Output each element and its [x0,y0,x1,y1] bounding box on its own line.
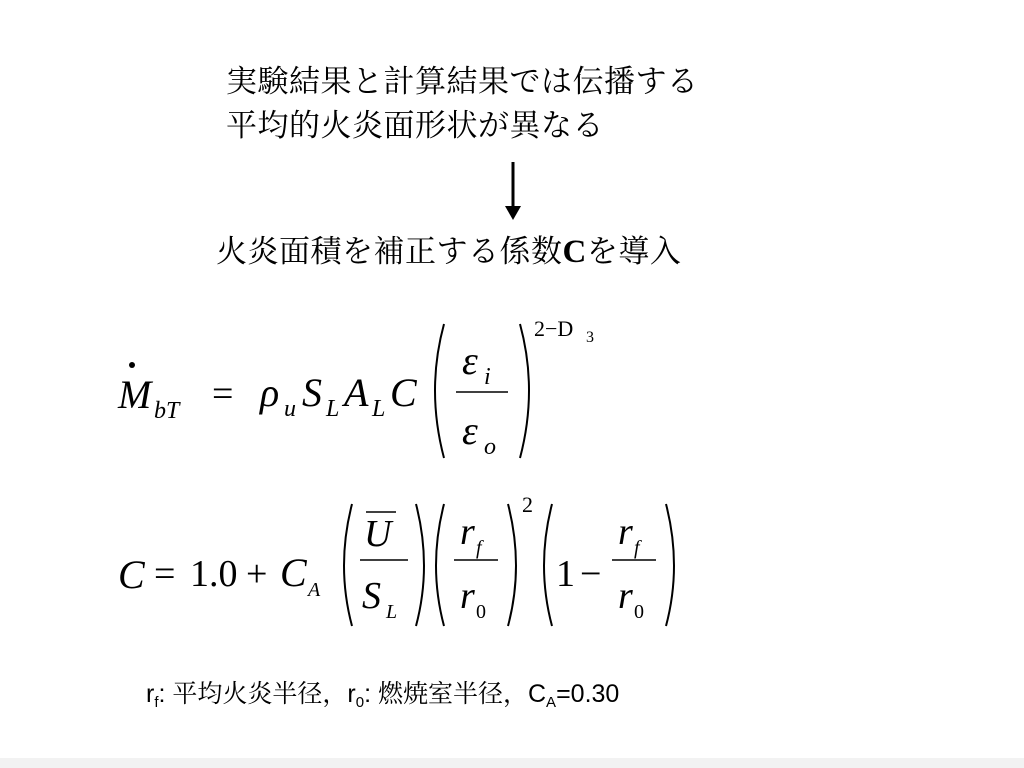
frac3-left-paren [544,504,552,626]
time-derivative-dot [129,362,135,368]
frac1-denominator-subscript: L [386,601,398,623]
equation-mass-burning-rate [110,310,630,470]
frac3-numerator-subscript: f [634,537,640,559]
frac1-numerator: U [364,513,392,555]
rho-symbol: ρ [260,370,280,415]
one: 1 [556,553,575,595]
footnote [146,676,619,712]
denominator-subscript: o [484,434,496,460]
plus-sign: + [246,553,268,595]
frac1-denominator: S [362,575,381,617]
frac2-denominator-subscript: 0 [476,601,486,623]
right-paren [520,324,529,458]
r0-subscript: 0 [355,694,365,711]
frac2-exponent: 2 [522,492,533,517]
ca-symbol-footnote: C [527,680,547,708]
frac2-numerator-subscript: f [476,537,482,559]
constant-one-point-zero: 1.0 [190,553,238,595]
frac2-right-paren [508,504,516,626]
lhs-symbol: M [118,372,152,417]
ca-subscript: A [308,579,321,601]
equation-correction-factor [110,490,700,640]
frac2-denominator: r [460,575,475,617]
rf-subscript: f [154,694,159,711]
c-symbol: C [390,370,417,415]
result-prefix: 火炎面積を補正する係数 [216,234,563,270]
equals-sign: = [212,373,234,415]
a-subscript: L [372,396,386,422]
intro-line-1: 実験結果と計算結果では伝播する [226,64,699,100]
exponent-subscript: 3 [586,329,594,346]
s-symbol: S [302,370,322,415]
minus-sign: − [580,553,602,595]
frac3-numerator: r [618,511,633,553]
frac3-denominator: r [618,575,633,617]
numerator-subscript: i [484,364,491,390]
lhs-subscript: bT [154,398,180,424]
frac3-right-paren [666,504,674,626]
result-text [216,230,681,274]
down-arrow-icon [500,160,526,224]
rf-description: : 平均火炎半径， [158,680,348,708]
slide-bottom-strip [0,758,1024,768]
frac1-right-paren [416,504,424,626]
r0-description: : 燃焼室半径， [364,680,528,708]
intro-text [226,60,699,148]
rf-symbol: r [146,680,155,708]
c-lhs: C [118,552,145,597]
a-symbol: A [344,370,369,415]
left-paren [435,324,444,458]
exponent: 2−D [534,316,574,341]
denominator-epsilon: ε [462,408,478,453]
rho-subscript: u [284,396,296,422]
ca-subscript-footnote: A [546,694,557,711]
result-symbol: C [562,234,587,270]
numerator-epsilon: ε [462,338,478,383]
ca-symbol: C [280,550,307,595]
ca-value: =0.30 [556,680,620,708]
result-suffix: を導入 [586,234,682,270]
r0-symbol: r [347,680,356,708]
intro-line-2: 平均的火炎面形状が異なる [226,108,604,144]
s-subscript: L [326,396,340,422]
frac2-numerator: r [460,511,475,553]
equals-sign-2: = [154,553,176,595]
frac3-denominator-subscript: 0 [634,601,644,623]
frac1-left-paren [344,504,352,626]
frac2-left-paren [436,504,444,626]
